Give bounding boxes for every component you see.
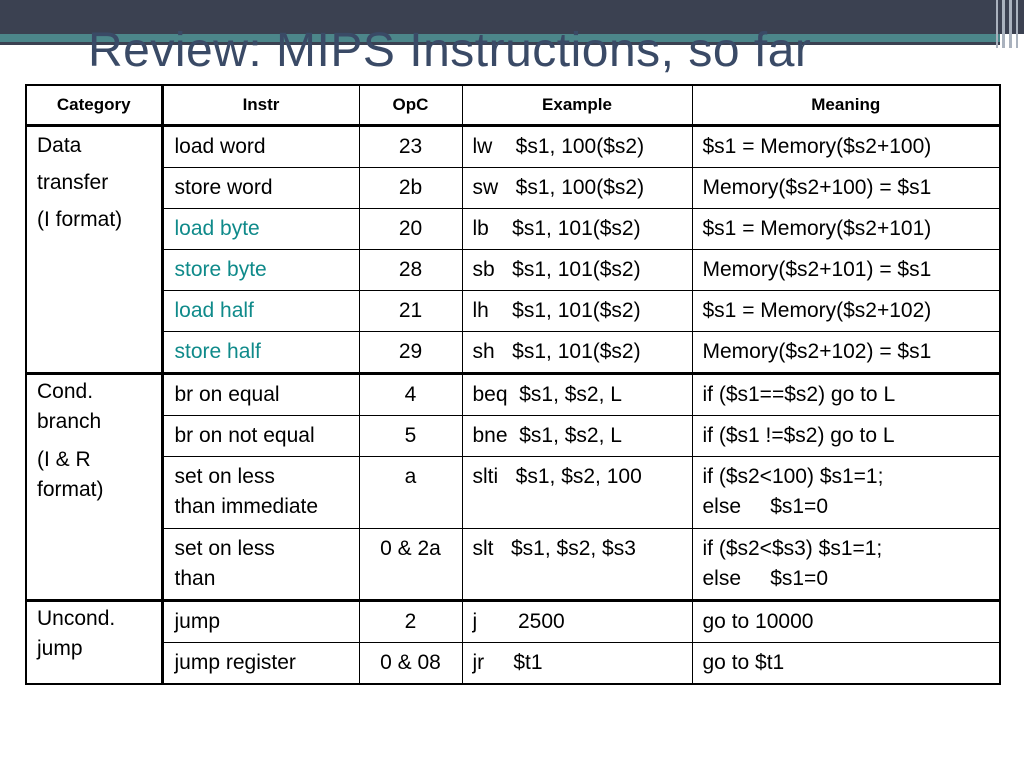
- instr-label: load word: [174, 135, 266, 158]
- example-code: lb $s1, 101($s2): [472, 217, 641, 240]
- example-cell: [462, 209, 692, 250]
- meaning-cell: [692, 416, 1000, 457]
- instr-label: br on not equal: [174, 424, 315, 447]
- instr-cell: [162, 457, 359, 529]
- column-header-example: Example: [462, 85, 692, 126]
- example-code: lh $s1, 101($s2): [472, 299, 641, 322]
- opcode-cell: [359, 168, 462, 209]
- instruction-table: [25, 84, 1001, 685]
- example-code: sb $s1, 101($s2): [472, 258, 641, 281]
- instr-label: set on less: [174, 465, 275, 488]
- instr-cell: [162, 291, 359, 332]
- example-code: slti $s1, $s2, 100: [472, 465, 642, 488]
- example-cell: [462, 643, 692, 685]
- decorative-stripe: [996, 0, 998, 48]
- table-row: [26, 168, 1000, 209]
- table-row: [26, 416, 1000, 457]
- example-cell: [462, 126, 692, 168]
- meaning-text: go to $t1: [702, 651, 785, 674]
- instr-cell: [162, 374, 359, 416]
- example-code: sh $s1, 101($s2): [472, 340, 641, 363]
- table-row: [26, 374, 1000, 416]
- meaning-text: $s1 = Memory($s2+101): [702, 217, 932, 240]
- category-label-line: Cond.: [37, 380, 94, 403]
- opcode-value: 2b: [398, 176, 423, 199]
- meaning-cell: [692, 209, 1000, 250]
- opcode-value: 5: [404, 424, 417, 447]
- instr-cell: [162, 126, 359, 168]
- instr-label: store word: [174, 176, 273, 199]
- table-row: [26, 457, 1000, 529]
- example-cell: [462, 332, 692, 374]
- meaning-cell: [692, 332, 1000, 374]
- example-code: j 2500: [472, 610, 565, 633]
- opcode-value: 2: [404, 610, 417, 633]
- instr-label: jump: [174, 610, 221, 633]
- decorative-stripe: [1016, 0, 1018, 48]
- title-rule: [880, 55, 950, 57]
- table-row: [26, 209, 1000, 250]
- meaning-text: Memory($s2+102) = $s1: [702, 340, 932, 363]
- instr-cell: [162, 416, 359, 457]
- table-header-row: [26, 85, 1000, 126]
- opcode-value: 0 & 08: [380, 651, 441, 674]
- category-cell: [26, 374, 162, 601]
- slide-title: Review: MIPS Instructions, so far: [88, 24, 812, 77]
- opcode-value: 21: [398, 299, 423, 322]
- opcode-value: 29: [398, 340, 423, 363]
- example-code: jr $t1: [472, 651, 543, 674]
- instr-label: load byte: [174, 217, 260, 240]
- column-header-opc: OpC: [359, 85, 462, 126]
- opcode-cell: [359, 529, 462, 601]
- opcode-value: 0 & 2a: [380, 537, 441, 560]
- table-row: [26, 291, 1000, 332]
- example-cell: [462, 529, 692, 601]
- instr-cell: [162, 168, 359, 209]
- example-cell: [462, 291, 692, 332]
- example-code: sw $s1, 100($s2): [472, 176, 645, 199]
- example-cell: [462, 416, 692, 457]
- category-label-line: format): [37, 478, 104, 501]
- category-label-line: Data: [37, 134, 82, 157]
- meaning-cell: [692, 457, 1000, 529]
- instr-label: br on equal: [174, 383, 280, 406]
- meaning-cell: [692, 168, 1000, 209]
- decorative-stripe: [1002, 0, 1005, 48]
- instr-label-line2: than: [174, 567, 216, 590]
- instr-label: store half: [174, 340, 261, 363]
- instr-cell: [162, 332, 359, 374]
- opcode-value: 20: [398, 217, 423, 240]
- table-row: [26, 250, 1000, 291]
- column-header-category: Category: [26, 85, 162, 126]
- example-cell: [462, 168, 692, 209]
- meaning-text: if ($s2<$s3) $s1=1;: [702, 537, 883, 560]
- opcode-cell: [359, 250, 462, 291]
- example-cell: [462, 250, 692, 291]
- opcode-cell: [359, 332, 462, 374]
- meaning-cell: [692, 601, 1000, 643]
- example-code: beq $s1, $s2, L: [472, 383, 622, 406]
- opcode-cell: [359, 374, 462, 416]
- opcode-value: a: [404, 465, 417, 488]
- opcode-cell: [359, 457, 462, 529]
- meaning-text: Memory($s2+101) = $s1: [702, 258, 932, 281]
- instr-label: set on less: [174, 537, 275, 560]
- meaning-text: if ($s1==$s2) go to L: [702, 383, 896, 406]
- instr-cell: [162, 529, 359, 601]
- instr-cell: [162, 601, 359, 643]
- table-row: [26, 529, 1000, 601]
- example-code: lw $s1, 100($s2): [472, 135, 645, 158]
- category-label-line: (I format): [37, 208, 123, 231]
- category-label-line: Uncond.: [37, 607, 116, 630]
- meaning-cell: [692, 250, 1000, 291]
- instr-label-line2: than immediate: [174, 495, 319, 518]
- meaning-cell: [692, 374, 1000, 416]
- instr-cell: [162, 643, 359, 685]
- table-row: [26, 601, 1000, 643]
- table-row: [26, 126, 1000, 168]
- opcode-value: 23: [398, 135, 423, 158]
- instr-label: load half: [174, 299, 254, 322]
- table-row: [26, 332, 1000, 374]
- table-row: [26, 643, 1000, 685]
- instr-label: jump register: [174, 651, 296, 674]
- example-cell: [462, 601, 692, 643]
- meaning-cell: [692, 643, 1000, 685]
- instr-cell: [162, 250, 359, 291]
- category-label-line: branch: [37, 410, 102, 433]
- meaning-text: if ($s1 !=$s2) go to L: [702, 424, 895, 447]
- opcode-cell: [359, 601, 462, 643]
- meaning-cell: [692, 291, 1000, 332]
- opcode-cell: [359, 416, 462, 457]
- example-cell: [462, 457, 692, 529]
- opcode-cell: [359, 291, 462, 332]
- meaning-text: if ($s2<100) $s1=1;: [702, 465, 884, 488]
- column-header-instr: Instr: [162, 85, 359, 126]
- opcode-value: 4: [404, 383, 417, 406]
- category-label-line: (I & R: [37, 448, 91, 471]
- meaning-text: Memory($s2+100) = $s1: [702, 176, 932, 199]
- example-code: bne $s1, $s2, L: [472, 424, 622, 447]
- category-label-line: transfer: [37, 171, 109, 194]
- instr-cell: [162, 209, 359, 250]
- opcode-value: 28: [398, 258, 423, 281]
- meaning-text: $s1 = Memory($s2+102): [702, 299, 932, 322]
- opcode-cell: [359, 643, 462, 685]
- instr-label: store byte: [174, 258, 267, 281]
- meaning-cell: [692, 126, 1000, 168]
- meaning-text: go to 10000: [702, 610, 814, 633]
- meaning-text-line2: else $s1=0: [702, 567, 828, 590]
- category-cell: [26, 601, 162, 685]
- opcode-cell: [359, 126, 462, 168]
- decorative-stripe: [1009, 0, 1012, 48]
- meaning-text: $s1 = Memory($s2+100): [702, 135, 932, 158]
- category-cell: [26, 126, 162, 374]
- column-header-meaning: Meaning: [692, 85, 1000, 126]
- opcode-cell: [359, 209, 462, 250]
- example-cell: [462, 374, 692, 416]
- category-label-line: jump: [37, 637, 83, 660]
- meaning-cell: [692, 529, 1000, 601]
- meaning-text-line2: else $s1=0: [702, 495, 828, 518]
- example-code: slt $s1, $s2, $s3: [472, 537, 636, 560]
